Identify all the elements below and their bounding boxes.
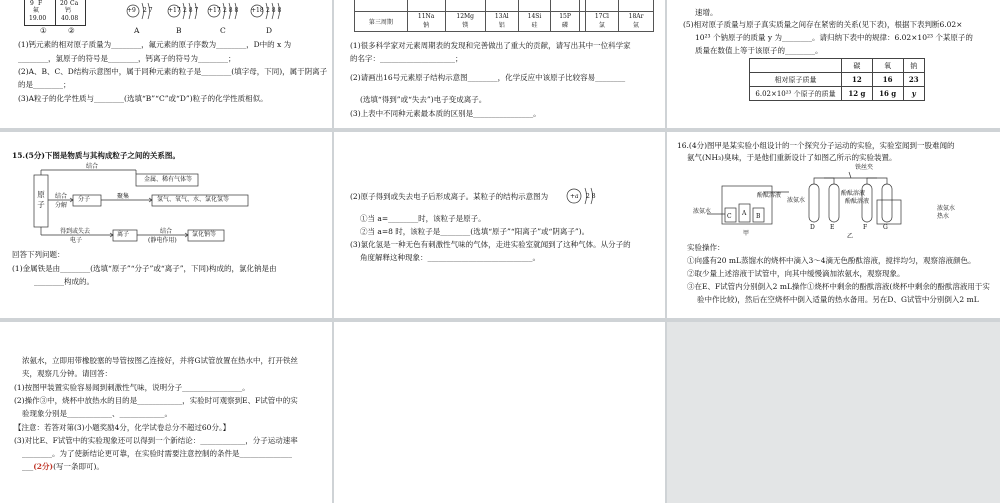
- label-combine-2: 结合: [160, 228, 173, 235]
- fig-hot-water: 热水: [937, 213, 950, 220]
- element-na-name: 钠: [423, 22, 430, 29]
- atom-diagrams-svg: [0, 0, 332, 30]
- element-cl: 17Cl: [594, 13, 609, 20]
- q3-line1: (3)对比E、F试管中的实验现象还可以得到一个新结论：____________，分子运动速率: [14, 436, 298, 445]
- box-molecule: 分子: [78, 196, 91, 203]
- label-a: A: [134, 26, 140, 35]
- q2-line: (2)原子得到或失去电子后形成离子。某粒子的结构示意图为: [350, 192, 549, 201]
- element-cl-name: 氯: [598, 22, 605, 29]
- row1-label: 相对原子质量: [750, 73, 842, 87]
- step-3-line1: ③在E、F试管内分别倒入2 mL操作①烧杯中剩余的酚酞溶液(烧杯中剩余的酚酞溶液用于实: [687, 282, 990, 291]
- label-1: ①: [40, 26, 47, 35]
- q1-line: (1)按图甲装置实验容易闻到刺激性气味，说明分子________________。: [14, 383, 250, 392]
- element-ar: 18Ar: [628, 13, 644, 20]
- row1-o: 16: [872, 73, 903, 87]
- element-mg-name: 镁: [462, 22, 469, 29]
- ion-shells: 2 8: [586, 193, 596, 200]
- q3-line2: 角度解释这种现象：____________________________。: [360, 253, 540, 262]
- beaker-b: B: [756, 213, 761, 220]
- fig-yi-phenol-2: 酚酞溶液: [845, 198, 870, 205]
- beaker-c: C: [727, 213, 732, 220]
- period-label: 第三周期: [355, 11, 408, 31]
- q3-line2: ________。为了使新结论更可靠，在实验时需要注意控制的条件是______________: [22, 449, 292, 458]
- answer-intro: 回答下列问题：: [12, 250, 65, 259]
- q2-line1: (2)操作③中，烧杯中放热水的目的是____________，实验时可观察到E、F试管中的实: [14, 396, 298, 405]
- q3-line: (3)上表中不同种元素最本质的区别是________________。: [350, 109, 541, 118]
- fluorine-symbol: F: [38, 0, 43, 7]
- fig-jia-ammonia: 浓氨水: [693, 208, 712, 215]
- panel-question-16-cont: [0, 322, 332, 503]
- q3-line: (3)A粒子的化学性质与________(选填“B”“C”或“D”)粒子的化学性质相似。: [18, 94, 268, 103]
- element-si-name: 硅: [531, 22, 538, 29]
- label-b: B: [176, 26, 182, 35]
- tube-e: E: [830, 224, 835, 231]
- row2-c: 12 g: [842, 87, 873, 101]
- element-na: 11Na: [417, 13, 435, 20]
- atom-b-nucleus: +17: [168, 7, 181, 14]
- q3-blank: ___: [22, 462, 34, 471]
- box-metal: 金属、稀有气体等: [144, 176, 193, 183]
- cont-line2: 夹，观察几分钟。请回答：: [22, 369, 112, 378]
- q2-line1: (2)A、B、C、D结构示意图中，属于同种元素的粒子是________(填字母，下同)，属于阴离子: [18, 67, 328, 76]
- atom-c-nucleus: +17: [208, 7, 221, 14]
- label-static: (静电作用): [148, 237, 177, 244]
- panel-mass-question: [667, 0, 1000, 128]
- label-gain-lose: 得到或失去: [60, 228, 91, 235]
- fluorine-number: 9: [30, 0, 34, 7]
- atom-a-nucleus: +9: [127, 7, 136, 14]
- q3-line3: [22, 462, 104, 472]
- q15-title: 15.(5分)下图是物质与其构成粒子之间的关系图。: [12, 151, 180, 160]
- th-oxygen: 氧: [872, 59, 903, 73]
- step-1: ①向盛有20 mL蒸馏水的烧杯中滴入3～4滴无色酚酞溶液，搅拌均匀，观察溶液颜色。: [687, 256, 976, 265]
- label-electron: 电子: [70, 237, 83, 244]
- box-nacl: 氯化钠等: [192, 231, 217, 238]
- row2-na: y: [903, 87, 924, 101]
- box-gases: 氢气、氧气、水、氯化氢等: [157, 196, 230, 203]
- ion-nucleus: +a: [570, 193, 579, 200]
- step-3-line2: 验中作比较)，然后在空烧杯中倒入适量的热水备用。另在D、G试管中分别倒入2 mL: [697, 295, 979, 304]
- fig-yi-ammonia-1: 浓氨水: [787, 197, 806, 204]
- beaker-a: A: [742, 210, 747, 217]
- calcium-name: 钙: [65, 7, 72, 14]
- row2-label: 6.02×10²³ 个原子的质量: [750, 87, 842, 101]
- q5-line3: 质量在数值上等于该原子的________。: [695, 46, 823, 55]
- element-p-name: 磷: [562, 22, 569, 29]
- label-2: ②: [68, 26, 75, 35]
- q1-line1: (1)金属铁是由________(选填“原子”“分子”或“离子”，下同)构成的，氯化钠是由: [12, 264, 277, 273]
- label-split: 分解: [55, 202, 68, 209]
- panel-question-15: [0, 132, 332, 318]
- q1-line2: 的名字：____________________；: [350, 54, 463, 63]
- label-gather: 聚集: [117, 193, 130, 200]
- row1-na: 23: [903, 73, 924, 87]
- label-d: D: [266, 26, 273, 35]
- panel-periodic-table-question: [334, 0, 665, 128]
- fig-yi-ammonia-2: 浓氨水: [937, 205, 956, 212]
- fig-yi: 乙: [847, 233, 854, 240]
- periodic-row-table: [354, 0, 654, 32]
- q5-line2: 10²³ 个钠原子的质量 y 为________。请归纳下表中的规律：6.02×10²³ 个某原子的: [695, 33, 973, 42]
- q16-title-1: 16.(4分)图甲是某实验小组设计的一个探究分子运动的实验，实验室闻到一股难闻的: [677, 141, 955, 150]
- fig-jia-phenol: 酚酞溶液: [757, 192, 782, 199]
- bonus-note: 【注意：若答对第(3)小题奖励4分，化学试卷总分不超过60分。】: [14, 423, 231, 432]
- element-p: 15P: [559, 13, 571, 20]
- fluorine-name: 氟: [33, 7, 40, 14]
- atom-d-shells: 2 8 8: [266, 7, 282, 14]
- q3-line1: (3)氯化氢是一种无色有刺激性气味的气体，走进实验室就闻到了这种气体。从分子的: [350, 240, 631, 249]
- q2-line2: (选填“得到”或“失去”)电子变成离子。: [360, 95, 487, 104]
- th-sodium: 钠: [903, 59, 924, 73]
- tube-g: G: [883, 224, 888, 231]
- element-ar-name: 氩: [633, 22, 640, 29]
- element-si: 14Si: [527, 13, 542, 20]
- element-al: 13Al: [494, 13, 509, 20]
- calcium-mass: 40.08: [61, 15, 79, 22]
- panel-blank-middle: [334, 322, 665, 503]
- tube-d: D: [810, 224, 815, 231]
- fig-yi-phenol-1: 酚酞溶液: [841, 190, 866, 197]
- sub-2: ②当 a=8 时，该粒子是________(选填“原子”“阳离子”或“阴离子”)。: [360, 227, 590, 236]
- top-fragment: 速增。: [695, 8, 718, 17]
- fig-clip: 铁丝夹: [855, 164, 874, 171]
- atom-d-nucleus: +18: [251, 7, 264, 14]
- calcium-symbol: Ca: [70, 0, 79, 7]
- q2-line2: 的是________；: [18, 80, 71, 89]
- cont-line1: 浓氨水，立即用带橡胶塞的导管按图乙连接好，并将G试管放置在热水中，打开铁丝: [22, 356, 298, 365]
- mass-table: [749, 58, 925, 101]
- label-c: C: [220, 26, 226, 35]
- q2-line1: (2)请画出16号元素原子结构示意图________，化学反应中该原子比较容易________: [350, 73, 626, 82]
- atom-c-shells: 2 8 8: [223, 7, 239, 14]
- tube-f: F: [863, 224, 868, 231]
- panel-calcium-question: [0, 0, 332, 128]
- q1-line1: (1)很多科学家对元素周期表的发现和完善做出了重大的贡献，请写出其中一位科学家: [350, 41, 631, 50]
- th-blank: [750, 59, 842, 73]
- fluorine-mass: 19.00: [29, 15, 47, 22]
- panel-question-16: [667, 132, 1000, 318]
- atom-a-shells: 2 7: [143, 7, 153, 14]
- q3-points: (2分): [33, 462, 54, 471]
- element-mg: 12Mg: [456, 13, 475, 20]
- q1-line1: (1)钙元素的相对原子质量为________，氟元素的原子序数为________，D中的 x 为: [18, 40, 292, 49]
- calcium-number: 20: [60, 0, 68, 7]
- q1-line2: ________构成的。: [34, 277, 94, 286]
- row1-c: 12: [842, 73, 873, 87]
- q5-line1: (5)相对原子质量与原子真实质量之间存在紧密的关系(见下表)，根据下表判断6.02×: [683, 20, 963, 29]
- q2-line2: 验现象分别是____________、____________。: [22, 409, 172, 418]
- steps-title: 实验操作：: [687, 243, 725, 252]
- th-carbon: 碳: [842, 59, 873, 73]
- atom-b-shells: 2 8 7: [183, 7, 199, 14]
- box-atom: 原子: [37, 190, 45, 209]
- q3-suffix: (写一条即可)。: [53, 462, 104, 471]
- panel-question-15-cont: [334, 132, 665, 318]
- row2-o: 16 g: [872, 87, 903, 101]
- step-2: ②取少量上述溶液于试管中，向其中缓慢滴加浓氨水，观察现象。: [687, 269, 905, 278]
- label-combine: 结合: [55, 193, 68, 200]
- sub-1: ①当 a=________时，该粒子是原子。: [360, 214, 486, 223]
- q1-line2: ________，氯原子的符号是________，钙离子的符号为________；: [18, 54, 236, 63]
- box-ion: 离子: [117, 231, 130, 238]
- panel-blank-right: [667, 322, 1000, 503]
- label-combine-top: 结合: [86, 163, 99, 170]
- element-al-name: 铝: [498, 22, 505, 29]
- fig-jia: 甲: [743, 230, 750, 237]
- q16-title-2: 氨气(NH₃)臭味，于是他们重新设计了如图乙所示的实验装置。: [687, 153, 897, 162]
